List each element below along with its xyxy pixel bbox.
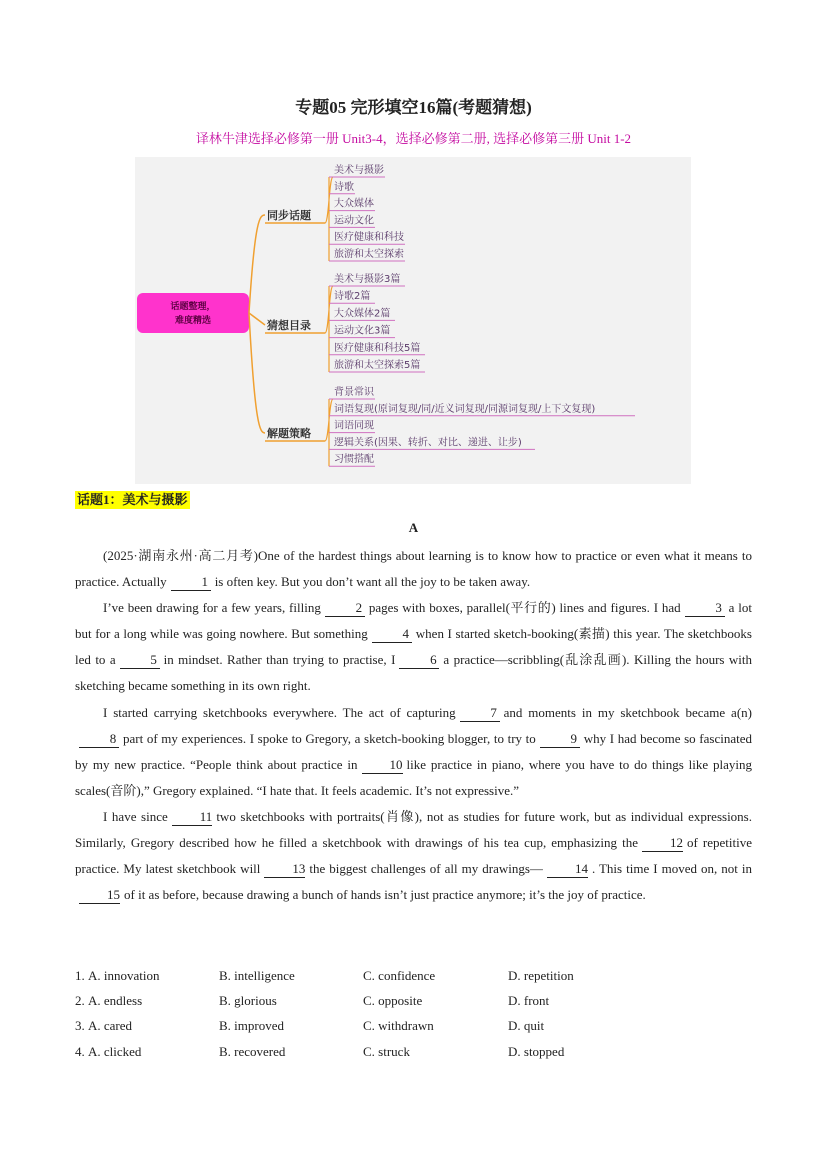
- mindmap-item: 习惯搭配: [334, 454, 374, 466]
- blank-3[interactable]: 3: [685, 600, 725, 617]
- option-d[interactable]: D. quit: [508, 1018, 545, 1034]
- mindmap-branch-label: 猜想目录: [267, 319, 311, 332]
- mindmap-branch-label: 同步话题: [267, 209, 311, 222]
- paragraph-1: (2025·湖南永州·高二月考)One of the hardest things about learning is to know how to practice or even what it means to practice. Actually 1 is often key. But you don’t want all the joy to be taken away.: [75, 548, 752, 590]
- blank-2[interactable]: 2: [325, 600, 365, 617]
- mindmap-item: 词语复现(原词复现/同/近义词复现/同源词复现/上下文复现): [334, 403, 596, 415]
- option-c[interactable]: C. withdrawn: [363, 1018, 434, 1034]
- blank-7[interactable]: 7: [460, 705, 500, 722]
- option-b[interactable]: B. intelligence: [219, 967, 295, 983]
- mind-map-svg: [135, 157, 691, 484]
- question-row: 2. A. endless B. glorious C. opposite D. front: [75, 988, 752, 1013]
- page-subtitle: 译林牛津选择必修第一册 Unit3-4，选择必修第二册, 选择必修第三册 Unit 1-2: [195, 131, 632, 146]
- blank-11[interactable]: 11: [172, 809, 213, 826]
- mindmap-item: 大众媒体2篇: [334, 308, 391, 320]
- blank-9[interactable]: 9: [540, 731, 580, 748]
- mindmap-item: 旅游和太空探索: [334, 249, 404, 260]
- mindmap-item: 医疗健康和科技5篇: [334, 342, 421, 354]
- mindmap-item: 旅游和太空探索5篇: [334, 360, 421, 371]
- topic-label: 话题1：美术与摄影: [77, 492, 188, 507]
- mindmap-item: 医疗健康和科技: [334, 232, 404, 244]
- paragraph-3: I started carrying sketchbooks everywhere. The act of capturing 7 and moments in my sketchbook became a(n)8 part of my experiences. I spoke to Gregory, a sketch-booking blogger, to try to 9 why I had become so fascinated by my new practice. “People think about practice in 10 like practice in piano, where you have to do things like playing scales(音阶),” Gregory explained. “I hate that. It feels academic. It’s not expressive.”: [75, 704, 752, 798]
- option-c[interactable]: C. struck: [363, 1043, 410, 1059]
- mindmap-item: 大众媒体: [334, 198, 374, 210]
- mind-map: [135, 157, 691, 484]
- option-a[interactable]: A. clicked: [88, 1043, 142, 1059]
- mindmap-item: 词语同现: [334, 420, 374, 432]
- paragraph-2: I’ve been drawing for a few years, filling 2 pages with boxes, parallel(平行的) lines and figures. I had 3 a lot but for a long while was going nowhere. But something 4 when I started sketch-booking(素描) this year. The sketchbooks led to a 5 in mindset. Rather than trying to practise, I 6 a practice—scribbling(乱涂乱画). Killing the hours with sketching became something in its own right.: [75, 600, 753, 694]
- mindmap-root-box: [137, 293, 249, 333]
- option-b[interactable]: B. recovered: [219, 1043, 286, 1059]
- blank-5[interactable]: 5: [120, 652, 160, 669]
- mindmap-item: 美术与摄影: [334, 165, 384, 176]
- passage-heading: A: [408, 520, 419, 535]
- mindmap-branch-label: 解题策略: [267, 427, 311, 440]
- blank-12[interactable]: 12: [642, 835, 683, 852]
- mindmap-item: 美术与摄影3篇: [334, 274, 401, 285]
- paragraph-4: I have since 11 two sketchbooks with portraits(肖像), not as studies for future work, but as individual expressions. Similarly, Gregory described how he filled a sketchbook with drawings of his tea cup, emphasizing the 12 of repetitive practice. My latest sketchbook will 13 the biggest challenges of all my drawings— 14 . This time I moved on, not in15 of it as before, because drawing a bunch of hands isn’t just practice anymore; it’s the joy of practice.: [75, 808, 753, 903]
- mindmap-root-label: 话题整理，: [170, 302, 216, 312]
- option-d[interactable]: D. front: [508, 992, 550, 1008]
- question-options: [75, 963, 752, 1064]
- blank-8[interactable]: 8: [79, 731, 119, 748]
- option-d[interactable]: D. repetition: [508, 967, 574, 983]
- option-c[interactable]: C. confidence: [363, 967, 436, 983]
- question-row: 4. A. clicked B. recovered C. struck D. stopped: [75, 1039, 752, 1064]
- question-row: 1. A. innovation B. intelligence C. confidence D. repetition: [75, 963, 752, 988]
- mindmap-item: 背景常识: [334, 387, 374, 398]
- option-c[interactable]: C. opposite: [363, 992, 423, 1008]
- blank-14[interactable]: 14: [547, 861, 588, 878]
- blank-13[interactable]: 13: [264, 861, 305, 878]
- option-d[interactable]: D. stopped: [508, 1043, 565, 1059]
- blank-1[interactable]: 1: [171, 574, 211, 591]
- blank-4[interactable]: 4: [372, 626, 412, 643]
- mindmap-item: 逻辑关系(因果、转折、对比、递进、让步): [334, 437, 522, 449]
- mindmap-item: 运动文化3篇: [334, 325, 391, 337]
- question-row: 3. A. cared B. improved C. withdrawn D. quit: [75, 1014, 752, 1039]
- cloze-passage: [75, 543, 752, 908]
- blank-15[interactable]: 15: [79, 887, 120, 904]
- option-b[interactable]: B. improved: [219, 1018, 284, 1034]
- mindmap-item: 运动文化: [334, 215, 374, 227]
- blank-6[interactable]: 6: [399, 652, 439, 669]
- option-a[interactable]: A. cared: [88, 1018, 133, 1034]
- page-title: 专题05 完形填空16篇(考题猜想): [295, 98, 532, 117]
- option-a[interactable]: A. endless: [88, 992, 143, 1008]
- option-a[interactable]: A. innovation: [88, 967, 160, 983]
- blank-10[interactable]: 10: [362, 757, 403, 774]
- option-b[interactable]: B. glorious: [219, 992, 277, 1008]
- mindmap-item: 诗歌: [334, 181, 354, 193]
- mindmap-item: 诗歌2篇: [334, 291, 371, 303]
- mindmap-root-label-2: 难度精选: [174, 316, 212, 326]
